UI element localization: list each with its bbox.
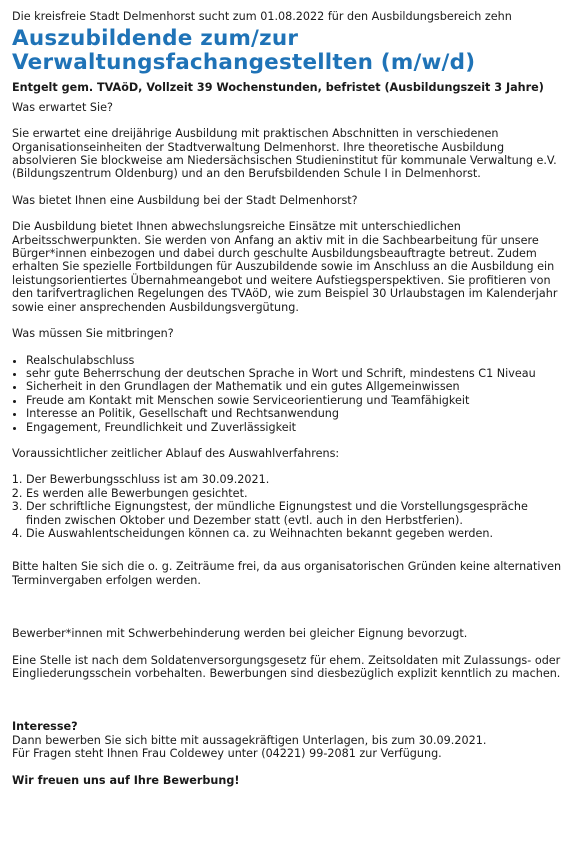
list-item: • Freude am Kontakt mit Menschen sowie Serviceorientierung und Teamfähigkeit — [26, 394, 564, 407]
paragraph-soldiers: Eine Stelle ist nach dem Soldatenversorgungsgesetz für ehem. Zeitsoldaten mit Zulassungs- oder Eingliederungsschein vorbehalten. Bewerbungen sind diesbezüglich explizit kenntlich zu machen. — [12, 653, 561, 680]
job-title-line-2: Verwaltungsfachangestellten (m/w/d) — [12, 50, 476, 76]
list-item: • Engagement, Freundlichkeit und Zuverlässigkeit — [26, 421, 564, 434]
paragraph-disability: Bewerber*innen mit Schwerbehinderung werden bei gleicher Eignung bevorzugt. — [12, 627, 468, 641]
requirements-list — [12, 354, 564, 434]
list-item: 3. Der schriftliche Eignungstest, der mündliche Eignungstest und die Vorstellungsgespräche finden zwischen Oktober und Dezember statt (evtl. auch in den Herbstferien). — [26, 500, 564, 527]
list-item: • Sicherheit in den Grundlagen der Mathematik und ein gutes Allgemeinwissen — [26, 380, 564, 393]
contact-line: Für Fragen steht Ihnen Frau Coldewey unter (04221) 99-2081 zur Verfügung. — [12, 747, 442, 761]
question-timeline: Voraussichtlicher zeitlicher Ablauf des Auswahlverfahrens: — [12, 446, 340, 460]
list-item: • sehr gute Beherrschung der deutschen Sprache in Wort und Schrift, mindestens C1 Niveau — [26, 367, 564, 380]
question-expectations: Was erwartet Sie? — [12, 100, 113, 114]
list-item: 2. Es werden alle Bewerbungen gesichtet. — [26, 487, 564, 500]
closing-line: Wir freuen uns auf Ihre Bewerbung! — [12, 773, 240, 787]
list-item: • Realschulabschluss — [26, 354, 564, 367]
timeline-list — [12, 473, 564, 540]
job-title-line-1: Auszubildende zum/zur — [12, 26, 299, 52]
question-offer: Was bietet Ihnen eine Ausbildung bei der Stadt Delmenhorst? — [12, 193, 358, 207]
paragraph-expectations: Sie erwartet eine dreijährige Ausbildung mit praktischen Abschnitten in verschiedenen Organisationseinheiten der Stadtverwaltung Delmenhorst. Ihre theoretische Ausbildung absolvieren Sie blockweise am Niedersächsischen Studieninstitut für kommunale Verwaltung e.V. (Bildungszentrum Oldenburg) und an den Berufsbildenden Schule I in Delmenhorst. — [12, 127, 557, 181]
paragraph-offer: Die Ausbildung bietet Ihnen abwechslungsreiche Einsätze mit unterschiedlichen Arbeitsschwerpunkten. Sie werden von Anfang an aktiv mit in die Sachbearbeitung für unsere Bürger*innen einbezogen und dabei durch geschulte Ausbildungsbeauftragte betreut. Zudem erhalten Sie spezielle Fortbildungen für Auszubildende sowie im Anschluss an die Ausbildung ein leistungsorientiertes Übernahmeangebot und weitere Aufstiegsperspektiven. Sie profitieren von den tarifvertraglichen Regelungen des TVAöD, wie zum Beispiel 30 Urlaubstagen im Kalenderjahr sowie einer ansprechenden Ausbildungsvergütung. — [12, 220, 558, 314]
paragraph-hold-dates: Bitte halten Sie sich die o. g. Zeiträume frei, da aus organisatorischen Gründen keine alternativen Terminvergaben erfolgen werden. — [12, 560, 562, 587]
job-conditions: Entgelt gem. TVAöD, Vollzeit 39 Wochenstunden, befristet (Ausbildungszeit 3 Jahre) — [12, 81, 544, 95]
interest-heading: Interesse? — [12, 720, 78, 734]
list-item: • Interesse an Politik, Gesellschaft und Rechtsanwendung — [26, 407, 564, 420]
list-item: 1. Der Bewerbungsschluss ist am 30.09.2021. — [26, 473, 564, 486]
job-title — [12, 27, 564, 75]
question-requirements: Was müssen Sie mitbringen? — [12, 327, 174, 341]
list-item: 4. Die Auswahlentscheidungen können ca. zu Weihnachten bekannt gegeben werden. — [26, 527, 564, 540]
apply-line: Dann bewerben Sie sich bitte mit aussagekräftigen Unterlagen, bis zum 30.09.2021. — [12, 733, 487, 747]
intro-text: Die kreisfreie Stadt Delmenhorst sucht zum 01.08.2022 für den Ausbildungsbereich zehn — [12, 10, 512, 23]
